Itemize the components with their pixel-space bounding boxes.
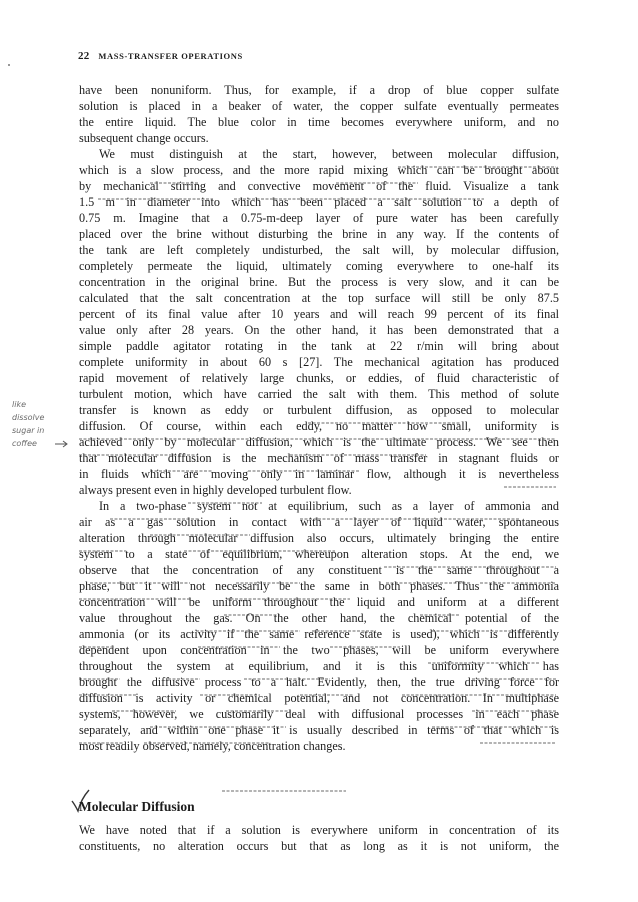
body-text-line: calculated that the salt concentration at the top surface will still be only 87.5 xyxy=(79,291,559,305)
body-text-line: 1.5 m in diameter into which has been placed a salt solution to a depth of xyxy=(79,195,559,209)
body-text-line: achieved only by molecular diffusion, which is the ultimate process. We see then xyxy=(79,435,559,449)
body-text-line: throughout the system at equilibrium, and it is this uniformity which has xyxy=(79,659,559,673)
section-text-line: constituents, no alteration occurs but that as long as it is not uniform, the xyxy=(79,839,559,853)
body-text-line: diffusion is activity or chemical potential, and not concentration. In multiphase xyxy=(79,691,559,705)
section-heading: Molecular Diffusion xyxy=(79,799,195,814)
body-text-line: alteration through molecular diffusion also occurs, ultimately bringing the entire xyxy=(79,531,559,545)
body-text-line: in fluids which are moving only in laminar flow, although it is nevertheless xyxy=(79,467,559,481)
page-number: 22 xyxy=(78,50,90,62)
body-text-line: dependent upon concentration in the two phases, will be uniform everywhere xyxy=(79,643,559,657)
body-text-line: the tank are left completely undisturbed, the salt will, by molecular diffusion, xyxy=(79,243,559,257)
body-text-line: subsequent change occurs. xyxy=(79,131,209,145)
body-text-line: ammonia (or its activity if the same reference state is used), which is differently xyxy=(79,627,559,641)
body-text-line: concentration will be uniform throughout the liquid and uniform at a different xyxy=(79,595,559,609)
body-text-line: which is a slow process, and the more rapid mixing which can be brought about xyxy=(79,163,559,177)
body-text-line: turbulent motion, which have carried the salt with them. This method of solute xyxy=(79,387,559,401)
body-text-line: solution is placed in a beaker of water, the copper sulfate eventually permeates xyxy=(79,99,559,113)
body-text-line: have been nonuniform. Thus, for example, if a drop of blue copper sulfate xyxy=(79,83,559,97)
body-text-line: simple paddle agitator rotating in the tank at 22 r/min will bring about xyxy=(79,339,559,353)
section-text-line: We have noted that if a solution is everywhere uniform in concentration of its xyxy=(79,823,559,837)
running-title: MASS-TRANSFER OPERATIONS xyxy=(98,51,243,61)
body-text-line: concentration in the original brine. But the process is very slow, and it can be xyxy=(79,275,559,289)
body-text-line: complete uniformity in about 60 s [27]. The mechanical agitation has produced xyxy=(79,355,559,369)
margin-arrow-icon xyxy=(54,440,70,448)
body-text-line: value only after 28 years. On the other hand, it has been demonstrated that a xyxy=(79,323,559,337)
body-text-line: We must distinguish at the start, however, between molecular diffusion, xyxy=(99,147,559,161)
body-text-line: systems, however, we customarily deal with diffusional processes in each phase xyxy=(79,707,559,721)
margin-note-line: dissolve xyxy=(12,413,45,422)
body-text-line: diffusion. Of course, within each eddy, no matter how small, uniformity is xyxy=(79,419,559,433)
body-text-line: phase, but it will not necessarily be the same in both phases. Thus the ammonia xyxy=(79,579,559,593)
body-text-line: always present even in highly developed turbulent flow. xyxy=(79,483,352,497)
margin-note-line: like xyxy=(12,400,26,409)
body-text-line: most readily observed, namely, concentration changes. xyxy=(79,739,346,753)
body-text-line: transfer is known as eddy or turbulent diffusion, as opposed to molecular xyxy=(79,403,559,417)
body-text-line: value throughout the gas. On the other hand, the chemical potential of the xyxy=(79,611,559,625)
body-text-line: the entire liquid. The blue color in time becomes everywhere uniform, and no xyxy=(79,115,559,129)
body-text-line: percent of its final value after 10 years and will reach 99 percent of its final xyxy=(79,307,559,321)
running-header xyxy=(78,50,243,62)
scan-speck xyxy=(8,64,10,66)
margin-note-line: sugar in xyxy=(12,426,45,435)
margin-note-line: coffee xyxy=(12,439,37,448)
body-text-line: In a two-phase system not at equilibrium, such as a layer of ammonia and xyxy=(99,499,559,513)
body-text-line: completely permeate the liquid, ultimately coming everywhere to one-half its xyxy=(79,259,559,273)
body-text-line: that molecular diffusion is the mechanism of mass transfer in stagnant fluids or xyxy=(79,451,559,465)
body-text-line: air as a gas solution in contact with a layer of liquid water, spontaneous xyxy=(79,515,559,529)
body-text-line: separately, and within one phase it is usually described in terms of that which is xyxy=(79,723,559,737)
body-text-line: brought the diffusive process to a halt. Evidently, then, the true driving force for xyxy=(79,675,559,689)
body-text-line: by mechanical stirring and convective movement of the fluid. Visualize a tank xyxy=(79,179,559,193)
body-text-line: placed over the brine without disturbing the brine in any way. If the contents of xyxy=(79,227,559,241)
body-text-line: rapid movement of relatively large chunks, or eddies, of fluid characteristic of xyxy=(79,371,559,385)
body-text-line: system to a state of equilibrium, whereupon alteration stops. At the end, we xyxy=(79,547,559,561)
body-text-line: 0.75 m. Imagine that a 0.75-m-deep layer of pure water has been carefully xyxy=(79,211,559,225)
body-text-line: observe that the concentration of any constituent is the same throughout a xyxy=(79,563,559,577)
